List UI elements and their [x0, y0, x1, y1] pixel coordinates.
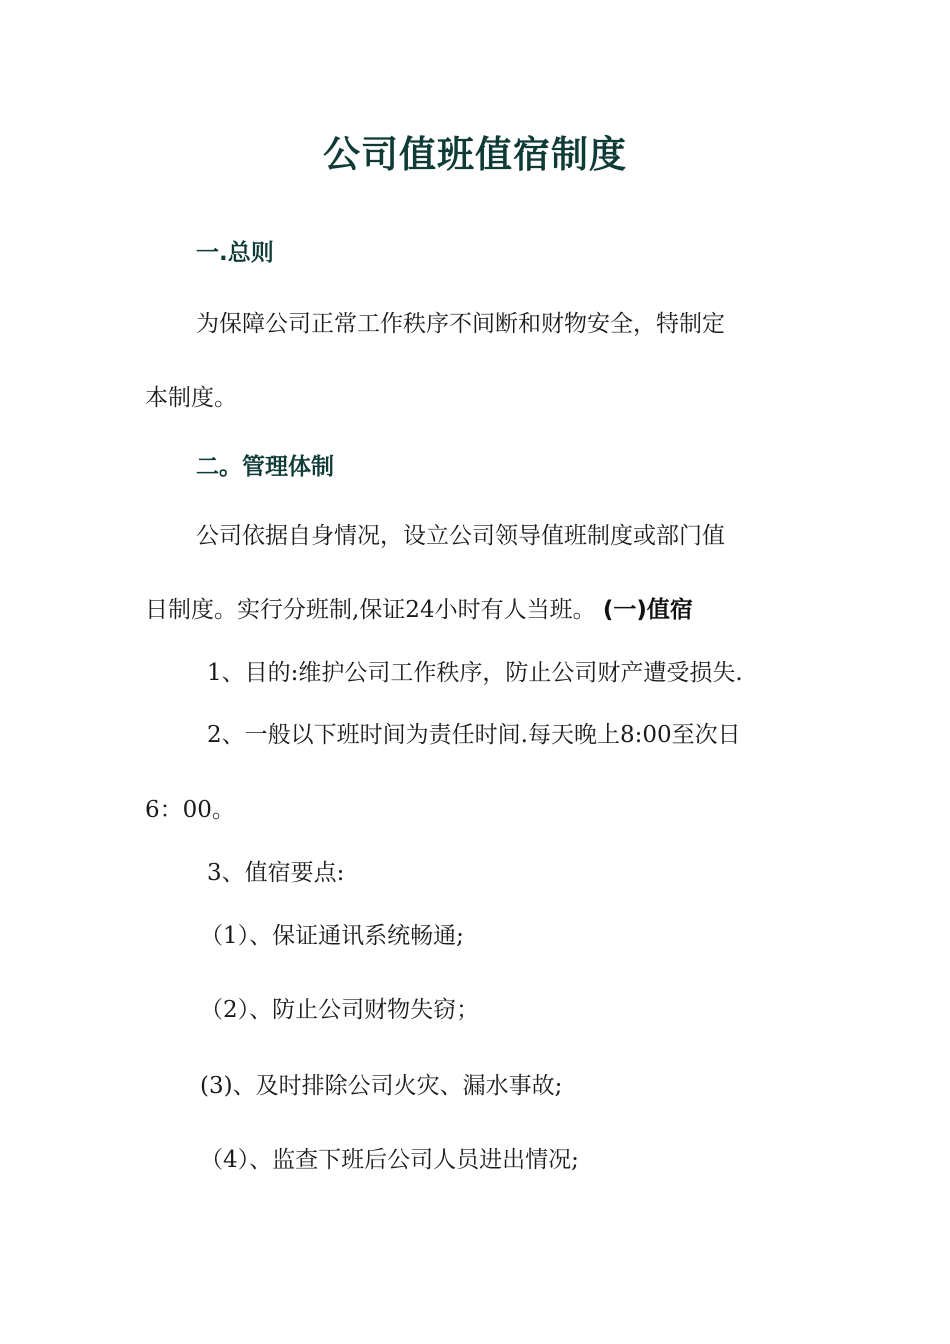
section-heading-management: 二。管理体制: [196, 454, 334, 480]
section-heading-general: 一.总则: [196, 240, 274, 266]
paragraph-general-line2: 本制度。: [145, 385, 237, 411]
list-item-purpose: 1、目的:维护公司工作秩序，防止公司财产遭受损失.: [207, 660, 743, 686]
subsection-heading-night-duty: (一)值宿: [602, 597, 693, 623]
list-item-duty-time-line1: 2、一般以下班时间为责任时间.每天晚上8:00至次日: [207, 722, 741, 748]
duty-point-1: （1）、保证通讯系统畅通;: [200, 923, 464, 949]
duty-point-4: （4）、监查下班后公司人员进出情况;: [200, 1147, 579, 1173]
list-item-duty-points: 3、值宿要点:: [207, 860, 345, 886]
document-title: 公司值班值宿制度: [323, 133, 627, 176]
duty-point-3: (3)、及时排除公司火灾、漏水事故;: [200, 1073, 563, 1099]
paragraph-general-line1: 为保障公司正常工作秩序不间断和财物安全，特制定: [196, 311, 725, 337]
paragraph-management-line2-text: 日制度。实行分班制,保证24小时有人当班。: [145, 597, 596, 623]
duty-point-2: （2）、防止公司财物失窃；: [200, 997, 480, 1023]
paragraph-management-line2: [145, 595, 693, 625]
list-item-duty-time-line2: 6：00。: [145, 797, 235, 823]
paragraph-management-line1: 公司依据自身情况，设立公司领导值班制度或部门值: [196, 523, 725, 549]
